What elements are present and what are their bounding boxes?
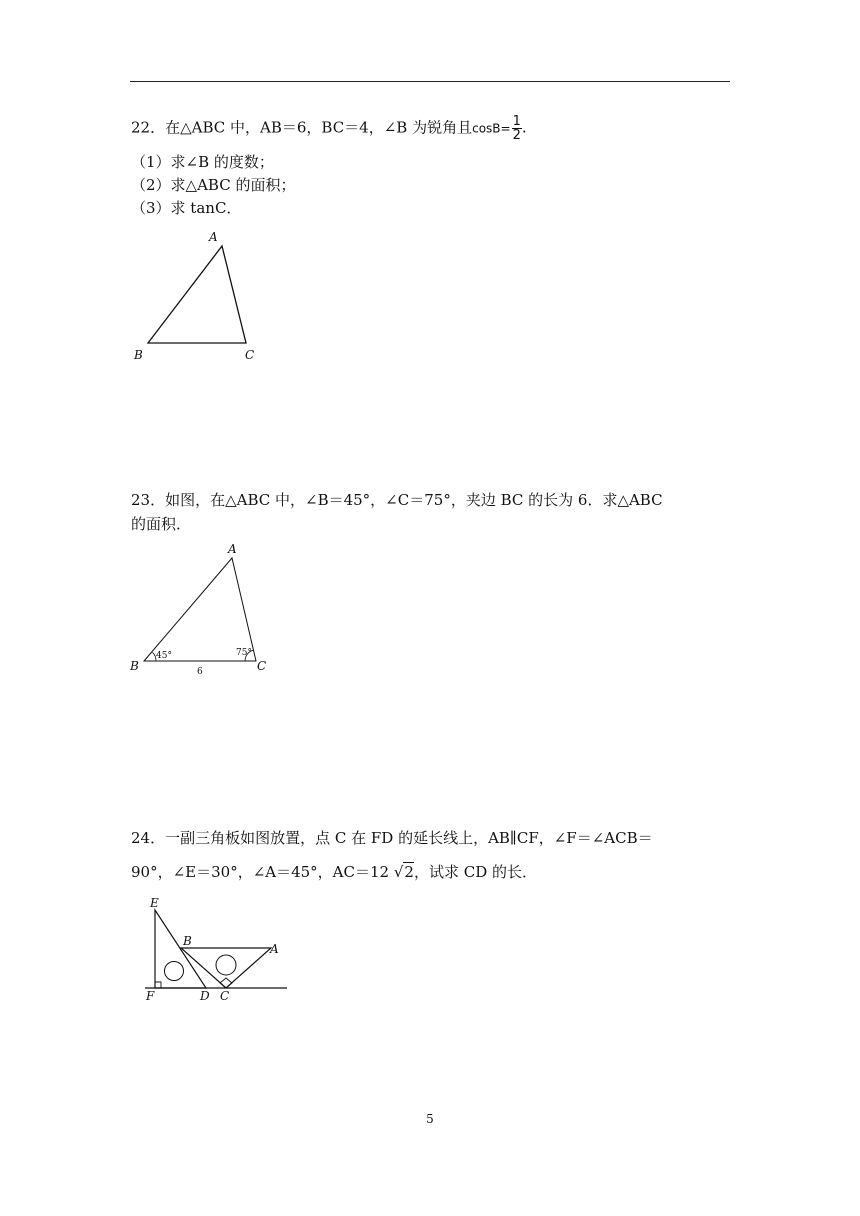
q22-stem: 22．在△ABC 中，AB＝6，BC＝4，∠B 为锐角且cosB= $\frac{1}{2}$ . (131, 114, 527, 143)
vertex-label-b: B (130, 659, 139, 673)
right-angle-mark-f (155, 982, 161, 988)
vertex-label-a: A (270, 942, 279, 956)
triangle-hole-1 (165, 962, 184, 981)
q24-line2: 90°，∠E＝30°，∠A＝45°，AC＝12 √2，试求 CD 的长． (131, 863, 538, 881)
vertex-label-c: C (220, 989, 230, 1003)
side-label-bc: 6 (197, 667, 203, 677)
fraction-one-half: $\frac{1}{2}$ (512, 114, 521, 143)
triangle-efd (155, 910, 206, 988)
vertex-label-f: F (146, 989, 155, 1003)
q23-line2: 的面积． (131, 515, 192, 533)
q23-line1: 23．如图，在△ABC 中，∠B＝45°，∠C＝75°，夹边 BC 的长为 6．求△ABC (131, 491, 663, 509)
vertex-label-b: B (183, 934, 192, 948)
cos-label: cosB= (472, 121, 511, 136)
vertex-label-a: A (209, 230, 218, 244)
vertex-label-c: C (245, 348, 255, 362)
page-number: 5 (426, 1112, 434, 1126)
angle-label-c: 75° (236, 648, 252, 658)
q22-part3: （3）求 tanC． (131, 199, 242, 217)
sqrt-symbol: √2 (393, 863, 414, 881)
vertex-label-b: B (134, 348, 143, 362)
triangle-bac (181, 948, 271, 988)
vertex-label-e: E (150, 896, 159, 910)
q24-line1: 24．一副三角板如图放置，点 C 在 FD 的延长线上，AB∥CF，∠F＝∠ACB＝ (131, 829, 653, 847)
q22-part1: （1）求∠B 的度数； (131, 153, 274, 171)
right-angle-mark-c (220, 978, 232, 988)
vertex-label-c: C (257, 659, 267, 673)
q22-part2: （2）求△ABC 的面积； (131, 176, 296, 194)
vertex-label-a: A (228, 542, 237, 556)
vertex-label-d: D (200, 989, 210, 1003)
angle-label-b: 45° (156, 651, 172, 661)
triangle-hole-2 (216, 955, 236, 975)
